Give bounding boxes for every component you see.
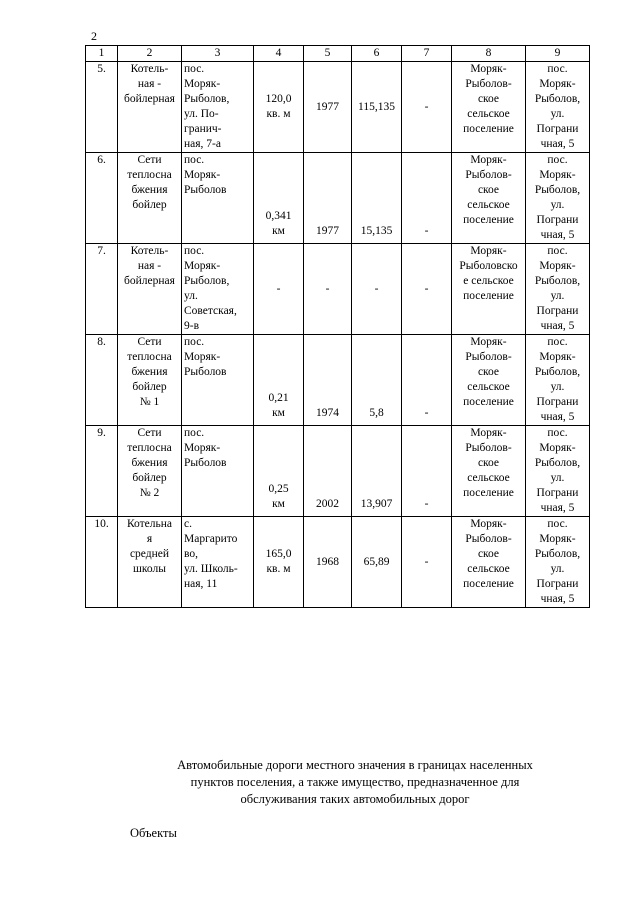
object-name-cell [118,62,182,153]
size-cell [254,62,304,153]
size-cell-line: 165,0 [265,548,292,560]
heading-line: обслуживания таких автомобильных дорог [240,792,470,806]
object-name-cell-line: бжения [131,457,168,469]
size-cell [254,153,304,244]
owner-cell-line: Моряк- [470,245,507,257]
holder-cell-line: Пограни [536,487,579,499]
owner-cell-line: сельское [467,472,510,484]
object-name-cell [118,517,182,608]
holder-cell [526,62,590,153]
object-name-cell-line: бойлер [132,381,167,393]
object-name-cell-line: теплосна [127,442,172,454]
holder-cell [526,335,590,426]
address-cell-line: пос. [184,245,205,257]
owner-cell-line: сельское [467,199,510,211]
size-cell-line: 0,341 [265,210,292,222]
year-cell: 1974 [304,335,352,426]
col7-cell: - [402,244,452,335]
address-cell-line: гранич- [184,123,222,135]
address-cell [182,244,254,335]
address-cell-line: пос. [184,336,205,348]
size-cell-line: км [272,407,285,419]
address-cell-line: Моряк- [184,260,221,272]
holder-cell-line: ул. [550,563,565,575]
address-cell-line: Рыболов [184,457,227,469]
row-number-cell: 10. [86,517,118,608]
owner-cell [452,244,526,335]
year-cell: 1977 [304,153,352,244]
col7-cell: - [402,426,452,517]
owner-cell-line: поселение [463,214,514,226]
address-cell [182,153,254,244]
object-name-cell-line: средней [129,548,170,560]
owner-cell-line: сельское [467,381,510,393]
objects-label: Объекты [130,826,177,840]
address-cell [182,62,254,153]
owner-cell-line: Рыболов- [465,442,512,454]
owner-cell-line: поселение [463,290,514,302]
size-cell-line: 0,21 [268,392,289,404]
holder-cell-line: Моряк- [539,260,576,272]
object-name-cell-line: Сети [137,336,162,348]
owner-cell-line: Рыболов- [465,533,512,545]
holder-cell-line: Рыболов, [534,275,581,287]
year-cell: 1977 [304,62,352,153]
object-name-cell-line: бжения [131,366,168,378]
header-cell: 3 [182,46,254,62]
size-cell [254,335,304,426]
year-cell: 1968 [304,517,352,608]
object-name-cell-line: бойлерная [124,93,175,105]
owner-cell [452,335,526,426]
owner-cell-line: ское [477,548,500,560]
holder-cell-line: пос. [547,427,568,439]
col7-cell: - [402,335,452,426]
value-cell: 5,8 [352,335,402,426]
holder-cell-line: Пограни [536,123,579,135]
object-name-cell-line: школы [133,563,166,575]
object-name-cell-line: Сети [137,427,162,439]
owner-cell [452,517,526,608]
address-cell-line: ная, 7-а [184,138,221,150]
object-name-cell-line: № 1 [139,396,160,408]
address-cell-line: Советская, [184,305,237,317]
object-name-cell-line: бойлер [132,199,167,211]
size-cell-line: км [272,498,285,510]
address-cell-line: Рыболов [184,366,227,378]
size-cell-line: - [276,282,281,295]
holder-cell [526,517,590,608]
holder-cell-line: ул. [550,108,565,120]
owner-cell-line: Рыболов- [465,78,512,90]
holder-cell [526,244,590,335]
object-name-cell-line: теплосна [127,169,172,181]
value-cell: 13,907 [352,426,402,517]
address-cell-line: 9-в [184,320,200,332]
holder-cell-line: чная, 5 [540,320,575,332]
address-cell [182,426,254,517]
address-cell-line: ул. По- [184,108,219,120]
holder-cell-line: Моряк- [539,351,576,363]
owner-cell-line: ское [477,184,500,196]
holder-cell-line: Моряк- [539,78,576,90]
property-register-table [85,45,590,608]
value-cell: 65,89 [352,517,402,608]
header-cell: 9 [526,46,590,62]
holder-cell-line: чная, 5 [540,593,575,605]
table-row [86,517,590,608]
owner-cell [452,426,526,517]
value-cell: 115,135 [352,62,402,153]
object-name-cell [118,426,182,517]
row-number-cell: 9. [86,426,118,517]
holder-cell-line: Моряк- [539,169,576,181]
holder-cell-line: Моряк- [539,533,576,545]
owner-cell-line: е сельское [463,275,514,287]
header-cell: 7 [402,46,452,62]
holder-cell-line: Рыболов, [534,457,581,469]
holder-cell-line: пос. [547,154,568,166]
table-row [86,153,590,244]
owner-cell-line: поселение [463,123,514,135]
holder-cell-line: пос. [547,245,568,257]
holder-cell-line: пос. [547,518,568,530]
owner-cell-line: Моряк- [470,63,507,75]
address-cell-line: пос. [184,427,205,439]
object-name-cell-line: теплосна [127,351,172,363]
holder-cell-line: Пограни [536,305,579,317]
owner-cell-line: сельское [467,108,510,120]
object-name-cell-line: бжения [131,184,168,196]
holder-cell-line: чная, 5 [540,138,575,150]
holder-cell-line: чная, 5 [540,502,575,514]
size-cell-line: 0,25 [268,483,289,495]
value-cell: - [352,244,402,335]
owner-cell-line: сельское [467,563,510,575]
col7-cell: - [402,517,452,608]
object-name-cell-line: Котель- [130,63,169,75]
address-cell-line: Моряк- [184,351,221,363]
object-name-cell [118,153,182,244]
owner-cell-line: Рыболов- [465,169,512,181]
owner-cell-line: ское [477,366,500,378]
owner-cell-line: поселение [463,487,514,499]
holder-cell-line: ул. [550,381,565,393]
size-cell-line: кв. м [266,563,291,575]
address-cell-line: Рыболов, [184,93,230,105]
header-cell: 6 [352,46,402,62]
table-body [86,62,590,608]
owner-cell [452,62,526,153]
address-cell-line: ул. Школь- [184,563,238,575]
owner-cell-line: поселение [463,396,514,408]
holder-cell-line: Пограни [536,214,579,226]
address-cell-line: Моряк- [184,169,221,181]
owner-cell-line: ское [477,457,500,469]
owner-cell-line: ское [477,93,500,105]
heading-line: пунктов поселения, а также имущество, предназначенное для [190,775,520,789]
owner-cell-line: Моряк- [470,518,507,530]
address-cell-line: ная, 11 [184,578,218,590]
col7-cell: - [402,62,452,153]
holder-cell [526,426,590,517]
object-name-cell-line: бойлер [132,472,167,484]
size-cell-line: кв. м [266,108,291,120]
address-cell-line: с. [184,518,192,530]
size-cell-line: 120,0 [265,93,292,105]
row-number-cell: 6. [86,153,118,244]
holder-cell-line: Пограни [536,578,579,590]
year-cell: - [304,244,352,335]
table-row [86,335,590,426]
header-cell: 4 [254,46,304,62]
size-cell [254,244,304,335]
size-cell [254,517,304,608]
owner-cell-line: поселение [463,578,514,590]
object-name-cell-line: я [146,533,153,545]
header-cell: 8 [452,46,526,62]
value-cell: 15,135 [352,153,402,244]
holder-cell-line: ул. [550,199,565,211]
address-cell-line: Моряк- [184,78,221,90]
row-number-cell: 7. [86,244,118,335]
address-cell-line: пос. [184,63,205,75]
size-cell [254,426,304,517]
holder-cell-line: Рыболов, [534,93,581,105]
holder-cell-line: Пограни [536,396,579,408]
section-heading [120,757,590,808]
row-number-cell: 5. [86,62,118,153]
object-name-cell-line: ная - [137,78,162,90]
address-cell-line: Моряк- [184,442,221,454]
object-name-cell-line: ная - [137,260,162,272]
object-name-cell-line: Котель- [130,245,169,257]
address-cell [182,517,254,608]
holder-cell-line: пос. [547,63,568,75]
owner-cell-line: Рыболовско [459,260,518,272]
table-header-row [86,46,590,62]
size-cell-line: км [272,225,285,237]
holder-cell-line: Рыболов, [534,366,581,378]
address-cell-line: Маргарито [184,533,238,545]
owner-cell [452,153,526,244]
address-cell-line: Рыболов [184,184,227,196]
holder-cell-line: чная, 5 [540,411,575,423]
holder-cell-line: Моряк- [539,442,576,454]
row-number-cell: 8. [86,335,118,426]
address-cell-line: ул. [184,290,198,302]
address-cell-line: пос. [184,154,205,166]
table-row [86,244,590,335]
address-cell [182,335,254,426]
owner-cell-line: Моряк- [470,427,507,439]
owner-cell-line: Моряк- [470,336,507,348]
header-cell: 2 [118,46,182,62]
object-name-cell-line: № 2 [139,487,160,499]
holder-cell-line: Рыболов, [534,548,581,560]
object-name-cell [118,244,182,335]
col7-cell: - [402,153,452,244]
holder-cell-line: чная, 5 [540,229,575,241]
page-number: 2 [91,29,97,43]
address-cell-line: во, [184,548,198,560]
holder-cell-line: пос. [547,336,568,348]
header-cell: 5 [304,46,352,62]
holder-cell-line: ул. [550,290,565,302]
owner-cell-line: Моряк- [470,154,507,166]
header-cell: 1 [86,46,118,62]
table-row [86,62,590,153]
table-row [86,426,590,517]
owner-cell-line: Рыболов- [465,351,512,363]
object-name-cell [118,335,182,426]
object-name-cell-line: Сети [137,154,162,166]
object-name-cell-line: бойлерная [124,275,175,287]
holder-cell-line: ул. [550,472,565,484]
address-cell-line: Рыболов, [184,275,230,287]
holder-cell [526,153,590,244]
heading-line: Автомобильные дороги местного значения в границах населенных [177,758,533,772]
year-cell: 2002 [304,426,352,517]
holder-cell-line: Рыболов, [534,184,581,196]
object-name-cell-line: Котельна [126,518,173,530]
